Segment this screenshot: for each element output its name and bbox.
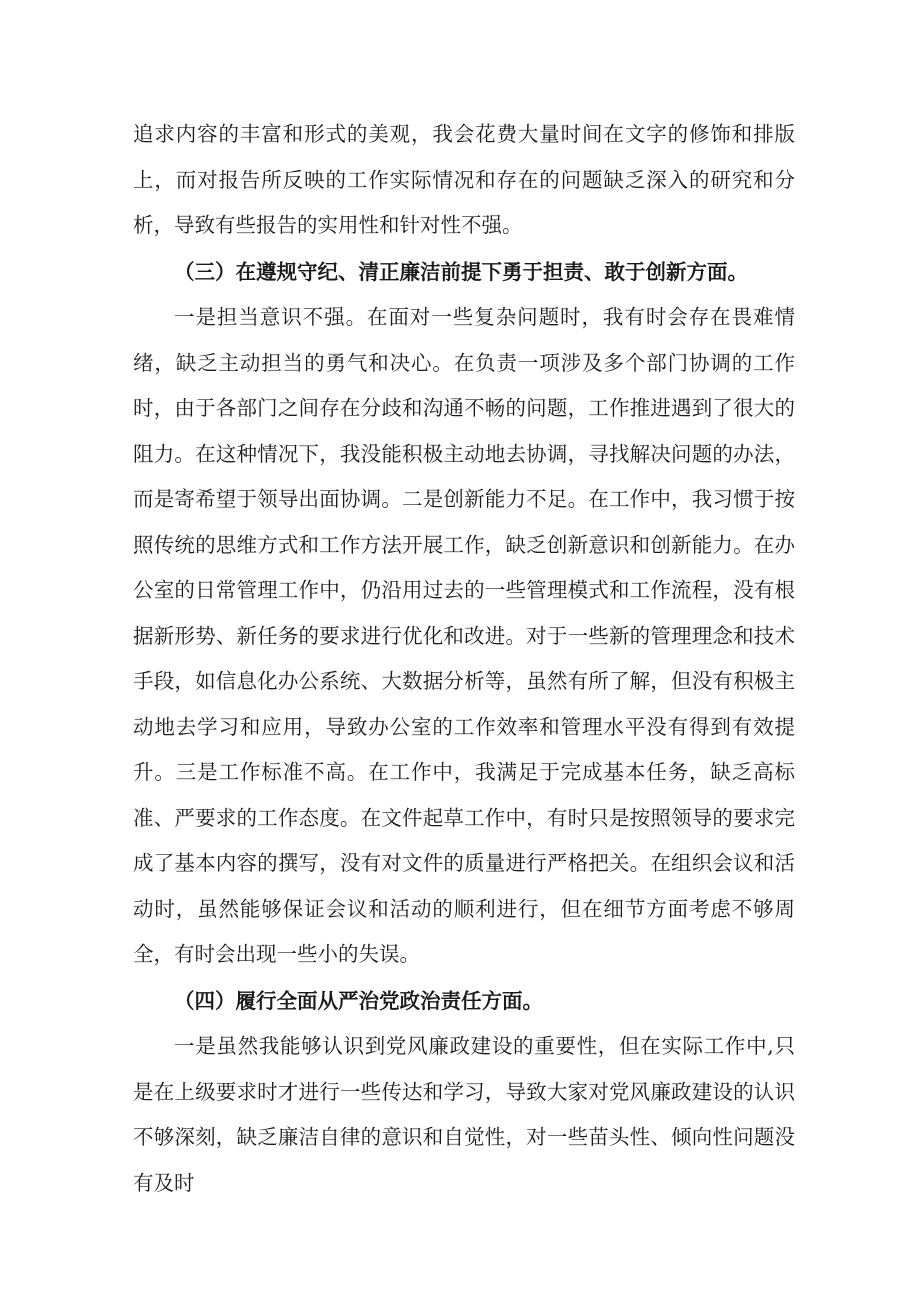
paragraph-continuation: 追求内容的丰富和形式的美观，我会花费大量时间在文字的修饰和排版上，而对报告所反映的工作实际情况和存在的问题缺乏深入的研究和分析，导致有些报告的实用性和针对性不强。 [133, 122, 795, 237]
paragraph-section-4: 一是虽然我能够认识到党风廉政建设的重要性，但在实际工作中,只是在上级要求时才进行一些传达和学习，导致大家对党风廉政建设的认识不够深刻，缺乏廉洁自律的意识和自觉性，对一些苗头性、倾向性问题没有及时 [133, 1034, 795, 1195]
section-heading-4: （四）履行全面从严治党政治责任方面。 [174, 988, 543, 1013]
document-body [133, 112, 795, 1206]
paragraph-section-3: 一是担当意识不强。在面对一些复杂问题时，我有时会存在畏难情绪，缺乏主动担当的勇气和决心。在负责一项涉及多个部门协调的工作时，由于各部门之间存在分歧和沟通不畅的问题，工作推进遇到了很大的阻力。在这种情况下，我没能积极主动地去协调，寻找解决问题的办法，而是寄希望于领导出面协调。二是创新能力不足。在工作中，我习惯于按照传统的思维方式和工作方法开展工作，缺乏创新意识和创新能力。在办公室的日常管理工作中，仍沿用过去的一些管理模式和工作流程，没有根据新形势、新任务的要求进行优化和改进。对于一些新的管理理念和技术手段，如信息化办公系统、大数据分析等，虽然有所了解，但没有积极主动地去学习和应用，导致办公室的工作效率和管理水平没有得到有效提升。三是工作标准不高。在工作中，我满足于完成基本任务，缺乏高标准、严要求的工作态度。在文件起草工作中，有时只是按照领导的要求完成了基本内容的撰写，没有对文件的质量进行严格把关。在组织会议和活动时，虽然能够保证会议和活动的顺利进行，但在细节方面考虑不够周全，有时会出现一些小的失误。 [133, 305, 795, 966]
section-heading-3: （三）在遵规守纪、清正廉洁前提下勇于担责、敢于创新方面。 [174, 259, 748, 284]
